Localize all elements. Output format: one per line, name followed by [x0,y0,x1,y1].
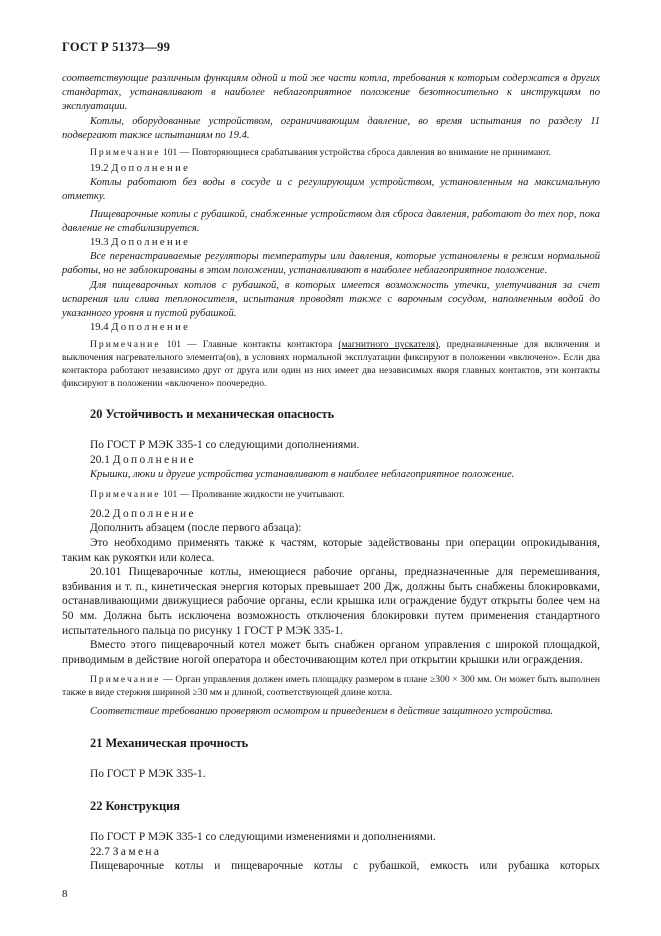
subsection-heading: 19.2 Дополнение [90,163,191,175]
subsection-heading: 22.7 Замена [90,845,162,858]
subsection-heading: 19.4 Дополнение [90,322,191,334]
paragraph: Соответствие требованию проверяют осмотром и приведением в действие защитного устройства. [90,706,554,718]
note-text: 101 — Повторяющиеся срабатывания устройства сброса давления во внимание не принимают. [160,147,552,159]
paragraph: Вместо этого пищеварочный котел может быть снабжен органом управления с широкой площадкой, приводимым в действие ногой оператора и обесточивающим котел при открытии крышки или ограждения. [62,639,600,666]
paragraph: Пищеварочные котлы с рубашкой, снабженные устройством для сброса давления, работают до тех пор, пока давление не стабилизируется. [62,208,600,234]
paragraph: Это необходимо применять также к частям, которые задействованы при операции опрокидывания, таким как рукоятки или колеса. [62,537,600,564]
paragraph: Котлы, оборудованные устройством, ограничивающим давление, во время испытания по разделу 11 подвергают также испытаниям по 19.4. [62,115,600,141]
section-heading: 21 Механическая прочность [90,735,249,750]
subsection-heading: 19.3 Дополнение [90,237,191,249]
paragraph: Для пищеварочных котлов с рубашкой, в которых имеется возможность утечки, улетучивания за счет испарения или слива теплоносителя, испытания проводят также с варочным сосудом, наполненным водой до указанного уровня и пустой рубашкой. [62,279,600,320]
document-header: ГОСТ Р 51373—99 [62,40,171,54]
note: Примечание 101 — Проливание жидкости не учитывают. [90,488,345,500]
note: Примечание 101 — Главные контакты контактора (магнитного пускателя), предназначенные для включения и выключения нагревательного элемента(ов), в условиях нормальной эксплуатации фиксируют в положении «включено». Если два контактора работают независимо друг от друга или один из них имеет два независимых якоря главных контактов, эти контакты фиксируют в положении «включено» поочередно. [62,339,600,390]
paragraph: Крышки, люки и другие устройства устанавливают в наиболее неблагоприятное положение. [90,468,515,480]
section-heading: 22 Конструкция [90,799,180,814]
document-page [62,40,600,874]
paragraph: По ГОСТ Р МЭК 335-1 со следующими дополнениями. [90,439,360,452]
section-heading: 20 Устойчивость и механическая опасность [90,407,335,422]
paragraph: По ГОСТ Р МЭК 335-1. [90,767,206,780]
paragraph: Котлы работают без воды в сосуде и с регулирующим устройством, установленным на максимальную отметку. [62,177,600,203]
note [62,146,600,159]
paragraph: соответствующие различным функциям одной и той же части котла, требования к которым содержатся в других стандартах, устанавливают в наиболее неблагоприятное положение безотносительно к инструкциям по эксплуатации. [62,73,600,113]
paragraph: 20.101 Пищеварочные котлы, имеющиеся рабочие органы, предназначенные для перемешивания, взбивания и т. п., кинетическая энергия которых превышает 200 Дж, должны быть снабжены блокировками, останавливающими движущиеся рабочие органы, если крышка или ограждение будут открыты более чем на 50 мм. Должна быть исключена возможность отключения блокировки путем применения стандартного испытательного пальца по рисунку 1 ГОСТ Р МЭК 335-1. [62,566,600,637]
subsection-heading: 20.1 Дополнение [90,454,196,467]
page-number: 8 [62,888,68,900]
paragraph: По ГОСТ Р МЭК 335-1 со следующими изменениями и дополнениями. [90,831,436,844]
note: Примечание — Орган управления должен иметь площадку размером в плане ≥300 × 300 мм. Он может быть выполнен также в виде стержня шириной ≥30 мм и длиной, соответствующей длине котла. [62,674,600,699]
note-label: Примечание [90,147,161,159]
paragraph: Все перенастраиваемые регуляторы температуры или давления, которые установлены в режим нормальной работы, но не заблокированы в этом положении, устанавливают в наиболее неблагоприятное положение. [62,251,600,277]
paragraph: Пищеварочные котлы и пищеварочные котлы с рубашкой, емкость или рубашка которых [90,860,600,873]
subsection-heading: 20.2 Дополнение [90,507,196,520]
paragraph: Дополнить абзацем (после первого абзаца): [90,522,302,535]
